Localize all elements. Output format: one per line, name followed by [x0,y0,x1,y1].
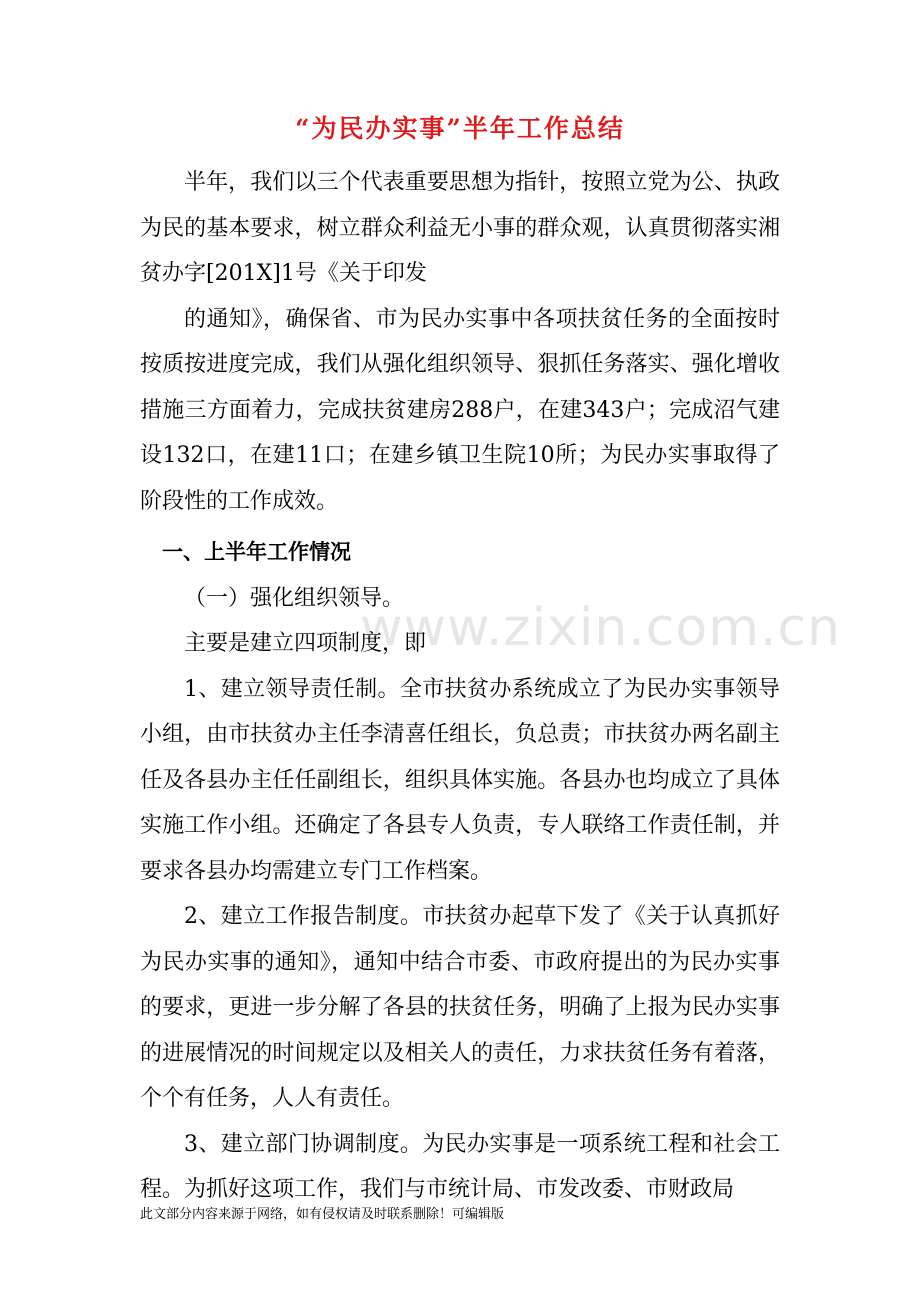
list-item: 3、建立部门协调制度。为民办实事是一项系统工程和社会工程。为抓好这项工作，我们与市统计局、市发改委、市财政局 [140,1131,780,1202]
watermark-text: www.zixin.com.cn [360,598,841,658]
paragraph-intro: 半年，我们以三个代表重要思想为指针，按照立党为公、执政为民的基本要求，树立群众利益无小事的群众观，认真贯彻落实湘贫办字[201X]1号《关于印发 [140,170,780,286]
intro-line: 主要是建立四项制度，即 [184,631,427,656]
subsection-heading: （一）强化组织领导。 [184,585,405,611]
list-item: 2、建立工作报告制度。市扶贫办起草下发了《关于认真抓好为民办实事的通知》，通知中结合市委、市政府提出的为民办实事的要求，更进一步分解了各县的扶贫任务，明确了上报为民办实事的进展情况的时间规定以及相关人的责任，力求扶贫任务有着落，个个有任务，人人有责任。 [140,904,780,1111]
list-item: 1、建立领导责任制。全市扶贫办系统成立了为民办实事领导小组，由市扶贫办主任李清喜任组长，负总责；市扶贫办两名副主任及各县办主任任副组长，组织具体实施。各县办也均成立了具体实施工作小组。还确定了各县专人负责，专人联络工作责任制，并要求各县办均需建立专门工作档案。 [140,676,780,884]
document-body [140,160,780,1213]
footer-disclaimer: 此文部分内容来源于网络，如有侵权请及时联系删除！可编辑版 [140,1207,505,1222]
paragraph-summary: 的通知》，确保省、市为民办实事中各项扶贫任务的全面按时按质按进度完成，我们从强化组织领导、狠抓任务落实、强化增收措施三方面着力，完成扶贫建房288户，在建343户；完成沼气建设132口，在建11口；在建乡镇卫生院10所；为民办实事取得了阶段性的工作成效。 [140,306,780,514]
document-title: “为民办实事”半年工作总结 [295,114,625,143]
section-heading: 一、上半年工作情况 [162,540,351,564]
